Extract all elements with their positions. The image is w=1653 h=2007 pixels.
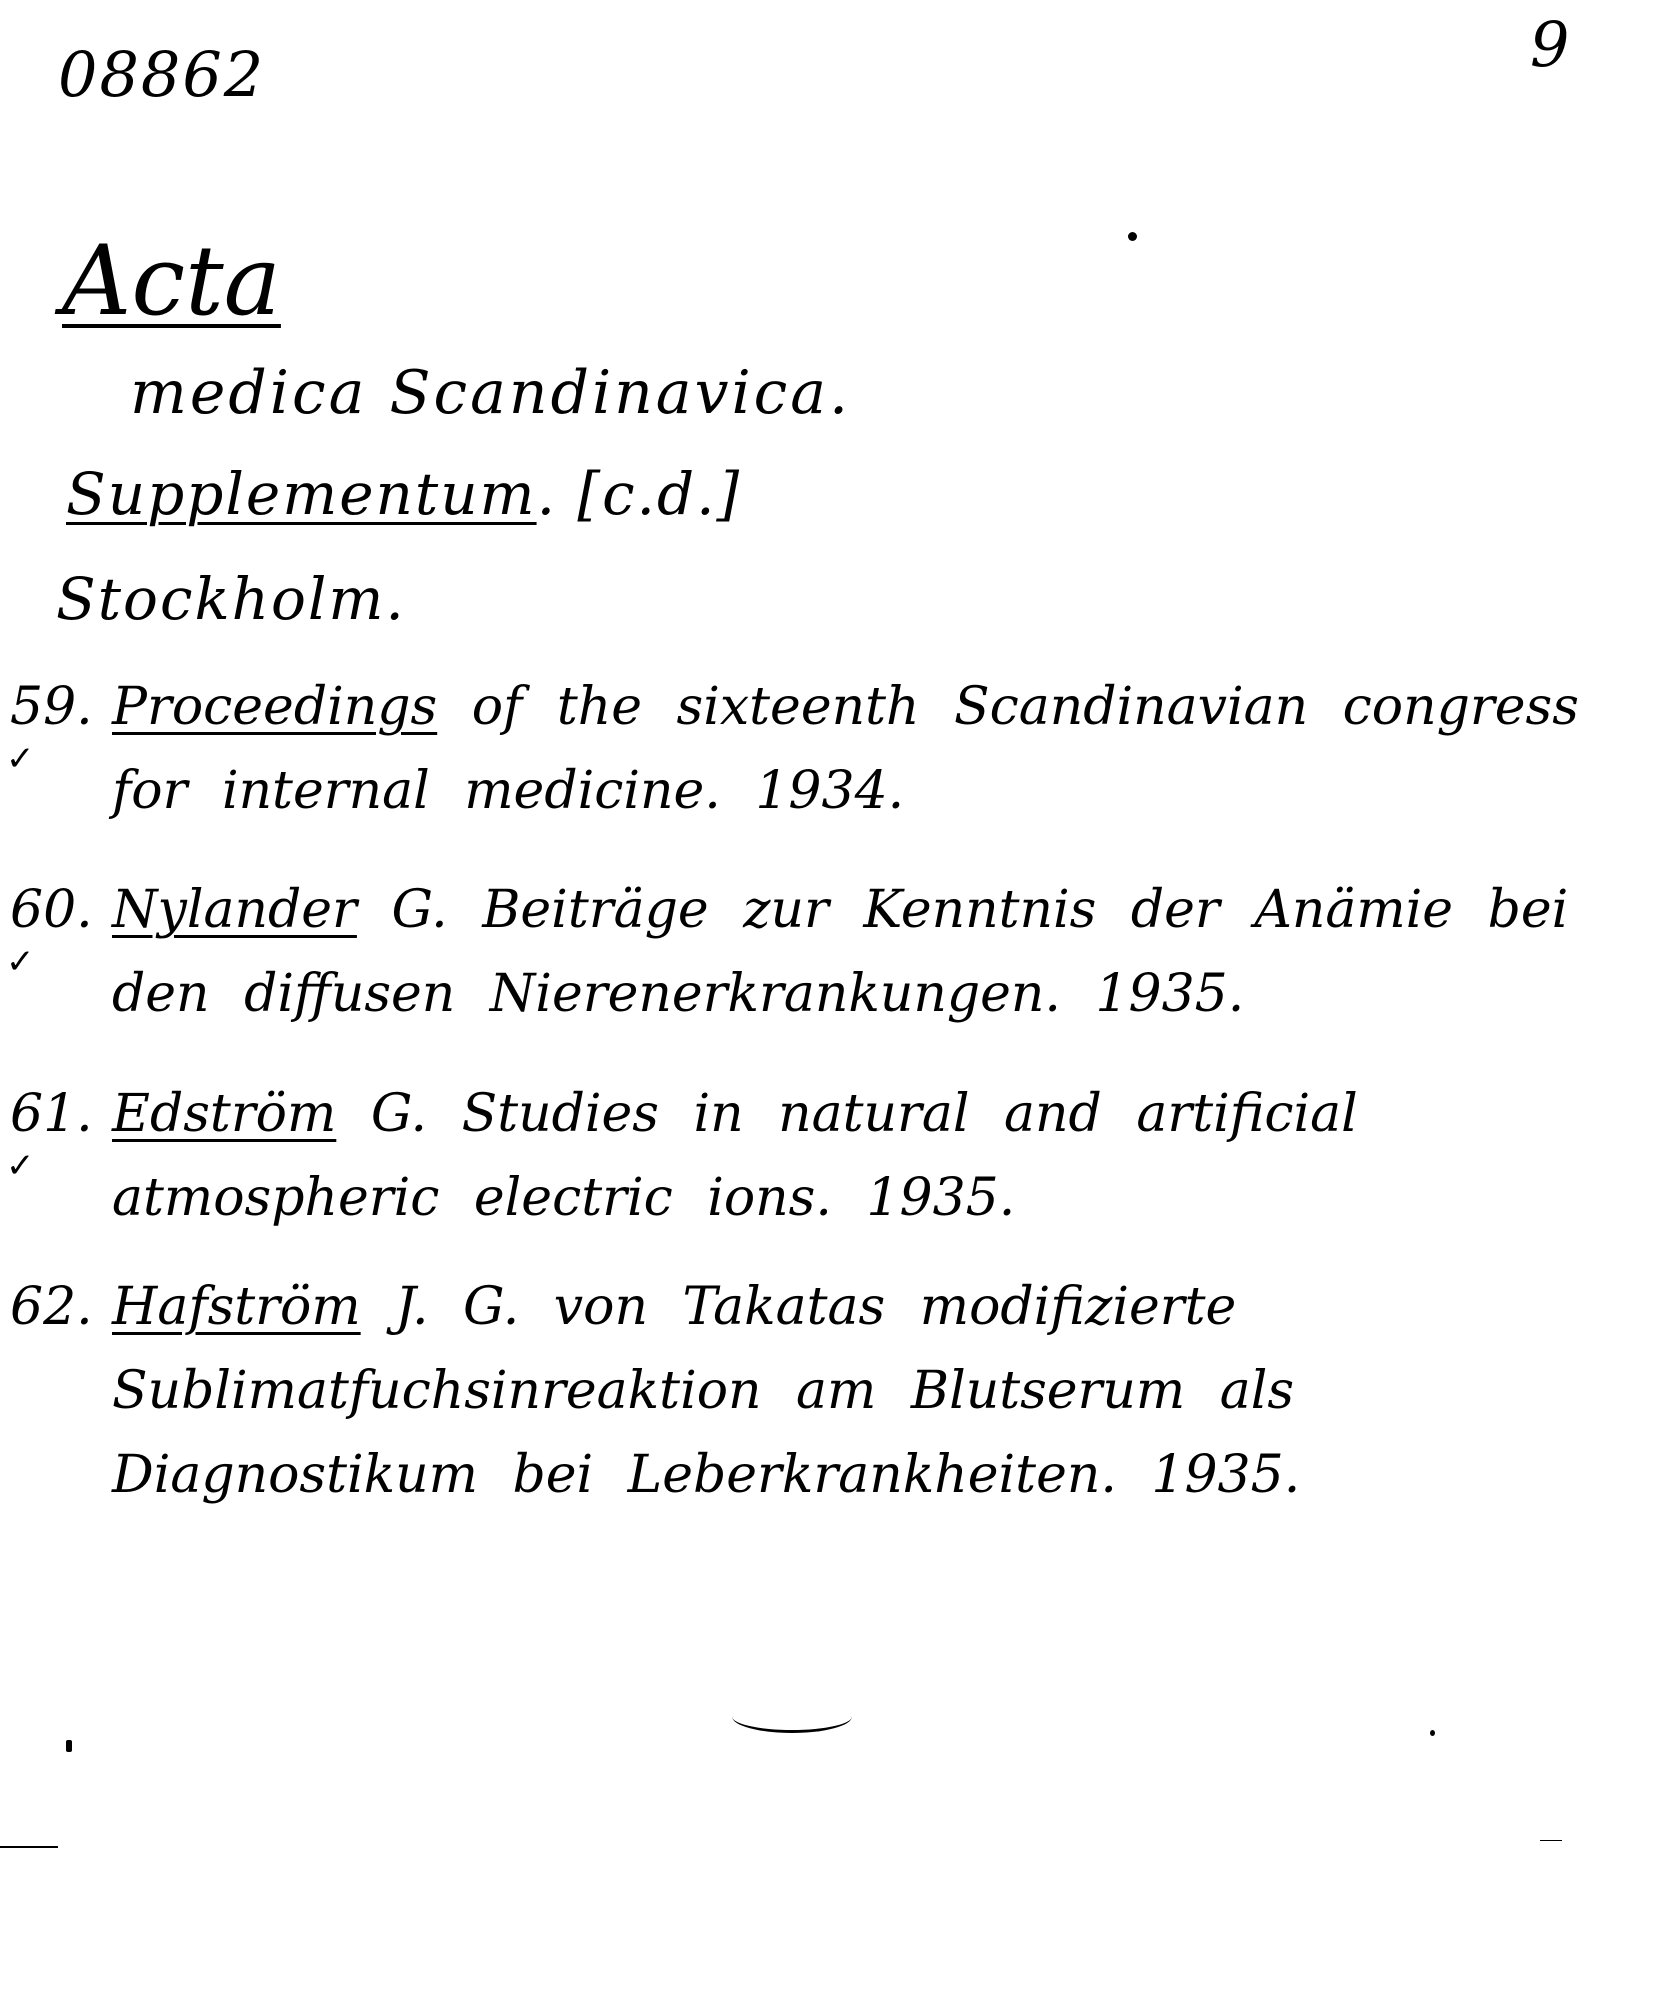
entry-description: J. G. von Takatas modifizierte Sublimatfuchsinreaktion am Blutserum als Diagnostikum bei Leberkrankheiten. 1935. [112,1277,1301,1505]
entry-author: Nylander [112,880,357,940]
entry-description: G. Beiträge zur Kenntnis der Anämie bei den diffusen Nierenerkrankungen. 1935. [112,880,1569,1024]
entry-author: Proceedings [112,677,438,737]
journal-subtitle: medica Scandinavica. [130,358,852,428]
entry-author: Edström [112,1084,337,1144]
entry-author: Hafström [112,1277,361,1337]
series-name: Supplementum [66,460,537,528]
entry-description: of the sixteenth Scandinavian congress for internal medicine. 1934. [112,677,1579,821]
check-mark-icon: ✓ [6,739,35,779]
entry-number: 59. [10,677,93,737]
entry-number: 62. [10,1277,93,1337]
entry-text [112,1265,1602,1517]
page-number: 9 [1530,8,1570,81]
entry-number: 61. [10,1084,93,1144]
series-line [66,460,741,528]
entry-number: 60. [10,880,93,940]
entry-text [112,1072,1602,1240]
entry-text [112,868,1602,1036]
check-mark-icon: ✓ [6,1146,35,1186]
entry-description: G. Studies in natural and artificial atmospheric electric ions. 1935. [112,1084,1358,1228]
card-hole-mark [732,1700,852,1733]
ink-speck [1128,232,1137,241]
entry-text [112,665,1602,833]
ink-speck [66,1740,72,1752]
journal-title: Acta [62,225,281,337]
ink-speck [1430,1730,1435,1736]
series-suffix: . [c.d.] [536,460,742,528]
edge-line [0,1846,58,1848]
edge-line [1540,1840,1562,1841]
publication-place: Stockholm. [56,565,406,633]
check-mark-icon: ✓ [6,942,35,982]
card-number: 08862 [58,38,266,111]
